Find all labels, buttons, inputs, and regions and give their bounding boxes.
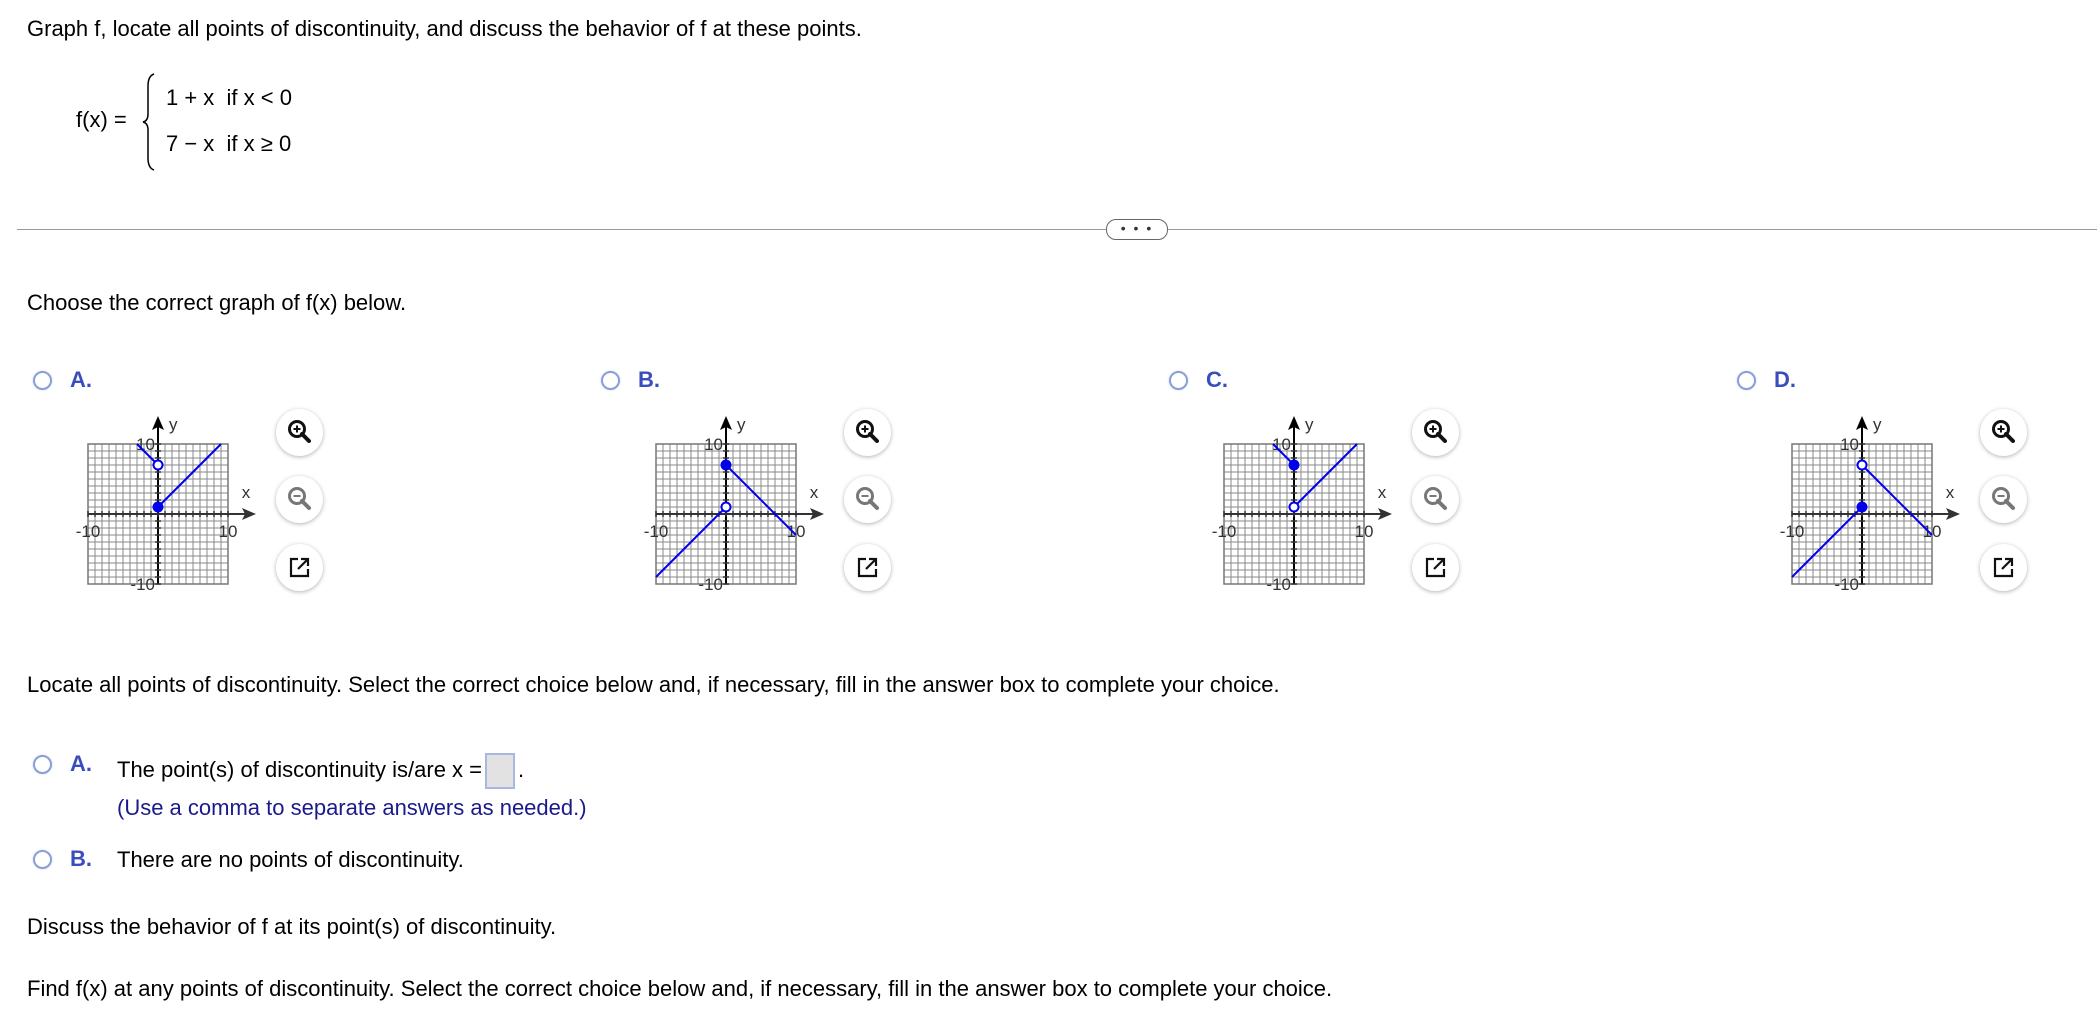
open-endpoint: [1290, 503, 1299, 512]
graph-option-b-label: B.: [638, 367, 660, 392]
piece-2: [166, 131, 291, 157]
graph-option-d-zoom-out-button[interactable]: [1980, 476, 2027, 523]
closed-endpoint: [1858, 503, 1867, 512]
x-max-label: 10: [1354, 522, 1374, 541]
choice-b-label: B.: [70, 846, 92, 871]
piece-1: [166, 85, 292, 111]
x-max-label: 10: [218, 522, 238, 541]
choice-a-label: A.: [70, 751, 92, 776]
zoom-out-icon: [844, 476, 891, 523]
graph-option-c-radio[interactable]: [1169, 371, 1188, 390]
graph-option-a-popout-button[interactable]: [276, 544, 323, 591]
closed-endpoint: [1290, 461, 1299, 470]
graph-option-b[interactable]: [626, 404, 826, 604]
graph-option-d-popout-button[interactable]: [1980, 544, 2027, 591]
y-min-label: -10: [698, 575, 723, 594]
open-endpoint: [1858, 461, 1867, 470]
x-axis-label: x: [1945, 483, 1955, 502]
choice-a: [117, 752, 524, 789]
x-max-label: 10: [786, 522, 806, 541]
zoom-in-icon: [1980, 409, 2027, 456]
y-axis-label: y: [1873, 415, 1882, 434]
part1-instruction: Choose the correct graph of f(x) below.: [27, 290, 407, 315]
y-axis-label: y: [169, 415, 178, 434]
external-link-icon: [1980, 544, 2027, 591]
closed-endpoint: [154, 503, 163, 512]
choice-b-text: There are no points of discontinuity.: [117, 847, 464, 872]
graph-option-b-zoom-out-button[interactable]: [844, 476, 891, 523]
graph-option-a-zoom-out-button[interactable]: [276, 476, 323, 523]
question-prompt: Graph f, locate all points of discontinuity, and discuss the behavior of f at these points.: [27, 16, 862, 41]
choice-a-text: The point(s) of discontinuity is/are x =: [117, 757, 482, 782]
choice-a-hint: (Use a comma to separate answers as needed.): [117, 795, 587, 820]
graph-option-d-label: D.: [1774, 367, 1796, 392]
part3-instruction: Find f(x) at any points of discontinuity. Select the correct choice below and, if necessary, fill in the answer box to complete your choice.: [27, 976, 1333, 1001]
graph-option-d-radio[interactable]: [1737, 371, 1756, 390]
open-endpoint: [154, 461, 163, 470]
x-axis-label: x: [1377, 483, 1387, 502]
zoom-out-icon: [1412, 476, 1459, 523]
graph-option-a-radio[interactable]: [33, 371, 52, 390]
zoom-in-icon: [844, 409, 891, 456]
y-max-label: 10: [136, 435, 155, 454]
x-min-label: -10: [1779, 522, 1805, 541]
y-max-label: 10: [1272, 435, 1291, 454]
section-divider: [17, 229, 2097, 230]
choice-a-radio[interactable]: [33, 755, 52, 774]
zoom-out-icon: [1980, 476, 2027, 523]
graph-option-c-label: C.: [1206, 367, 1228, 392]
y-max-label: 10: [704, 435, 723, 454]
graph-option-d-zoom-in-button[interactable]: [1980, 409, 2027, 456]
graph-option-d[interactable]: [1762, 404, 1962, 604]
graph-segment: [158, 444, 221, 507]
zoom-in-icon: [276, 409, 323, 456]
x-min-label: -10: [1211, 522, 1237, 541]
graph-option-b-zoom-in-button[interactable]: [844, 409, 891, 456]
external-link-icon: [844, 544, 891, 591]
choice-a-suffix: .: [518, 757, 525, 782]
external-link-icon: [1412, 544, 1459, 591]
external-link-icon: [276, 544, 323, 591]
zoom-out-icon: [276, 476, 323, 523]
closed-endpoint: [722, 461, 731, 470]
piece-2-expr: 7 − x: [166, 131, 215, 156]
graph-segment: [1294, 444, 1357, 507]
choice-b-radio[interactable]: [33, 850, 52, 869]
y-axis-label: y: [737, 415, 746, 434]
y-min-label: -10: [130, 575, 155, 594]
expand-button[interactable]: • • •: [1106, 219, 1168, 240]
x-min-label: -10: [75, 522, 101, 541]
open-endpoint: [722, 503, 731, 512]
graph-option-b-radio[interactable]: [601, 371, 620, 390]
x-axis-label: x: [809, 483, 819, 502]
piece-2-cond: if x ≥ 0: [226, 131, 292, 156]
y-axis-label: y: [1305, 415, 1314, 434]
x-axis-label: x: [241, 483, 251, 502]
graph-option-c-zoom-in-button[interactable]: [1412, 409, 1459, 456]
graph-option-c-zoom-out-button[interactable]: [1412, 476, 1459, 523]
y-min-label: -10: [1266, 575, 1291, 594]
function-lhs: f(x) =: [76, 107, 127, 132]
graph-option-c[interactable]: [1194, 404, 1394, 604]
y-min-label: -10: [1834, 575, 1859, 594]
part2-instruction: Locate all points of discontinuity. Select the correct choice below and, if necessary, fill in the answer box to complete your choice.: [27, 672, 1280, 697]
x-max-label: 10: [1922, 522, 1942, 541]
y-max-label: 10: [1840, 435, 1859, 454]
graph-option-a-label: A.: [70, 367, 92, 392]
zoom-in-icon: [1412, 409, 1459, 456]
graph-option-a-zoom-in-button[interactable]: [276, 409, 323, 456]
x-min-label: -10: [643, 522, 669, 541]
discontinuity-answer-box[interactable]: [485, 753, 515, 789]
graph-option-a[interactable]: [58, 404, 258, 604]
graph-option-b-popout-button[interactable]: [844, 544, 891, 591]
graph-option-c-popout-button[interactable]: [1412, 544, 1459, 591]
piece-1-cond: if x < 0: [226, 85, 292, 110]
piecewise-brace: [142, 72, 156, 172]
piece-1-expr: 1 + x: [166, 85, 215, 110]
part3-heading: Discuss the behavior of f at its point(s) of discontinuity.: [27, 914, 557, 939]
